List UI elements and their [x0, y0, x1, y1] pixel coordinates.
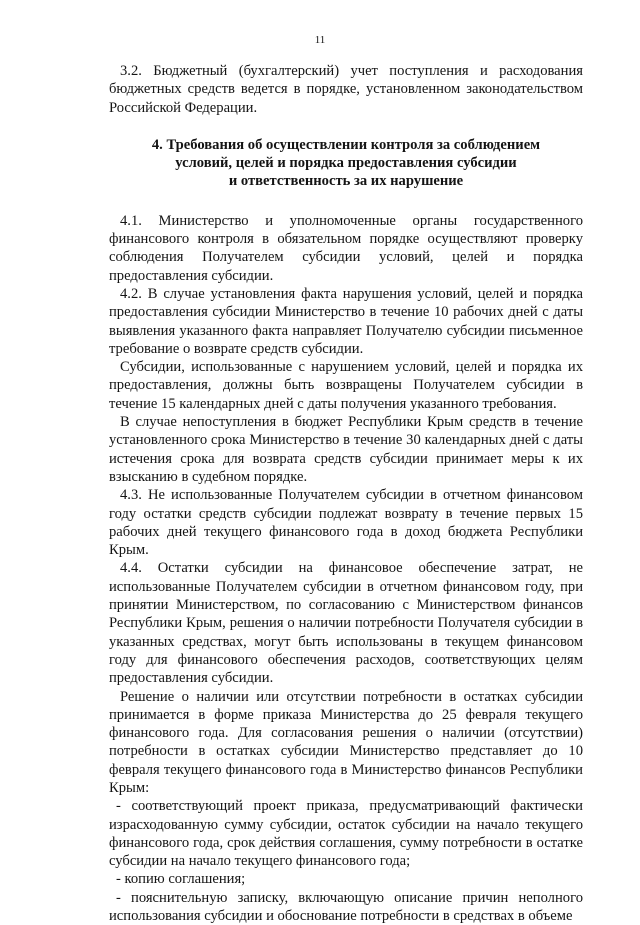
- section-heading: [109, 136, 583, 191]
- list-item-explanatory-note: - пояснительную записку, включающую описание причин неполного использования субсидии и обоснование потребности в средствах в объеме: [109, 889, 583, 925]
- paragraph-4-4-decision: Решение о наличии или отсутствии потребности в остатках субсидии принимается в форме приказа Министерства до 25 февраля текущего финансового года. Для согласования решения о наличии (отсутствии) потребности в остатках субсидии Министерство представляет до 10 февраля текущего финансового года в Министерство финансов Республики Крым:: [109, 688, 583, 796]
- page-number: 11: [314, 34, 326, 46]
- paragraph-4-2: 4.2. В случае установления факта нарушения условий, целей и порядка предоставления субсидии Министерство в течение 10 рабочих дней с даты выявления указанного факта направляет Получателю субсидии письменное требование о возврате средств субсидии.: [109, 285, 583, 357]
- paragraph-4-4: 4.4. Остатки субсидии на финансовое обеспечение затрат, не использованные Получателем субсидии в отчетном финансовом году, при принятии Министерством, по согласованию с Министерством финансов Республики Крым, решения о наличии потребности Получателя субсидии в указанных средствах, могут быть использованы в текущем финансовом году для финансового обеспечения расходов, соответствующих целям предоставления субсидии.: [109, 560, 583, 687]
- section-heading-line-1: 4. Требования об осуществлении контроля за соблюдением: [151, 136, 541, 153]
- document-body: [109, 62, 583, 925]
- paragraph-4-2-recovery: В случае непоступления в бюджет Республики Крым средств в течение установленного срока Министерство в течение 30 календарных дней с даты истечения срока для возврата средств субсидии принимает меры к их взысканию в судебном порядке.: [109, 414, 583, 485]
- paragraph-4-3: 4.3. Не использованные Получателем субсидии в отчетном финансовом году остатки средств субсидии подлежат возврату в течение первых 15 рабочих дней текущего финансового года в доход бюджета Республики Крым.: [109, 487, 583, 559]
- list-item-agreement-copy: - копию соглашения;: [116, 871, 246, 888]
- paragraph-4-2-returns: Субсидии, использованные с нарушением условий, целей и порядка их предоставления, должны быть возвращены Получателем субсидии в течение 15 календарных дней с даты получения указанного требования.: [109, 359, 583, 412]
- paragraph-3-2: 3.2. Бюджетный (бухгалтерский) учет поступления и расходования бюджетных средств ведется в порядке, установленном законодательством Российской Федерации.: [109, 63, 583, 116]
- section-heading-line-2: условий, целей и порядка предоставления субсидии: [175, 155, 517, 172]
- paragraph-4-1: 4.1. Министерство и уполномоченные органы государственного финансового контроля в обязательном порядке осуществляют проверку соблюдения Получателем субсидии условий, целей и порядка предоставления субсидии.: [109, 212, 583, 284]
- list-item-draft-order: - соответствующий проект приказа, предусматривающий фактически израсходованную сумму субсидии, остаток субсидии на начало текущего финансового года, срок действия соглашения, сумму потребности в остатке субсидии на начало текущего финансового года;: [109, 798, 583, 870]
- section-heading-line-3: и ответственность за их нарушение: [228, 173, 464, 190]
